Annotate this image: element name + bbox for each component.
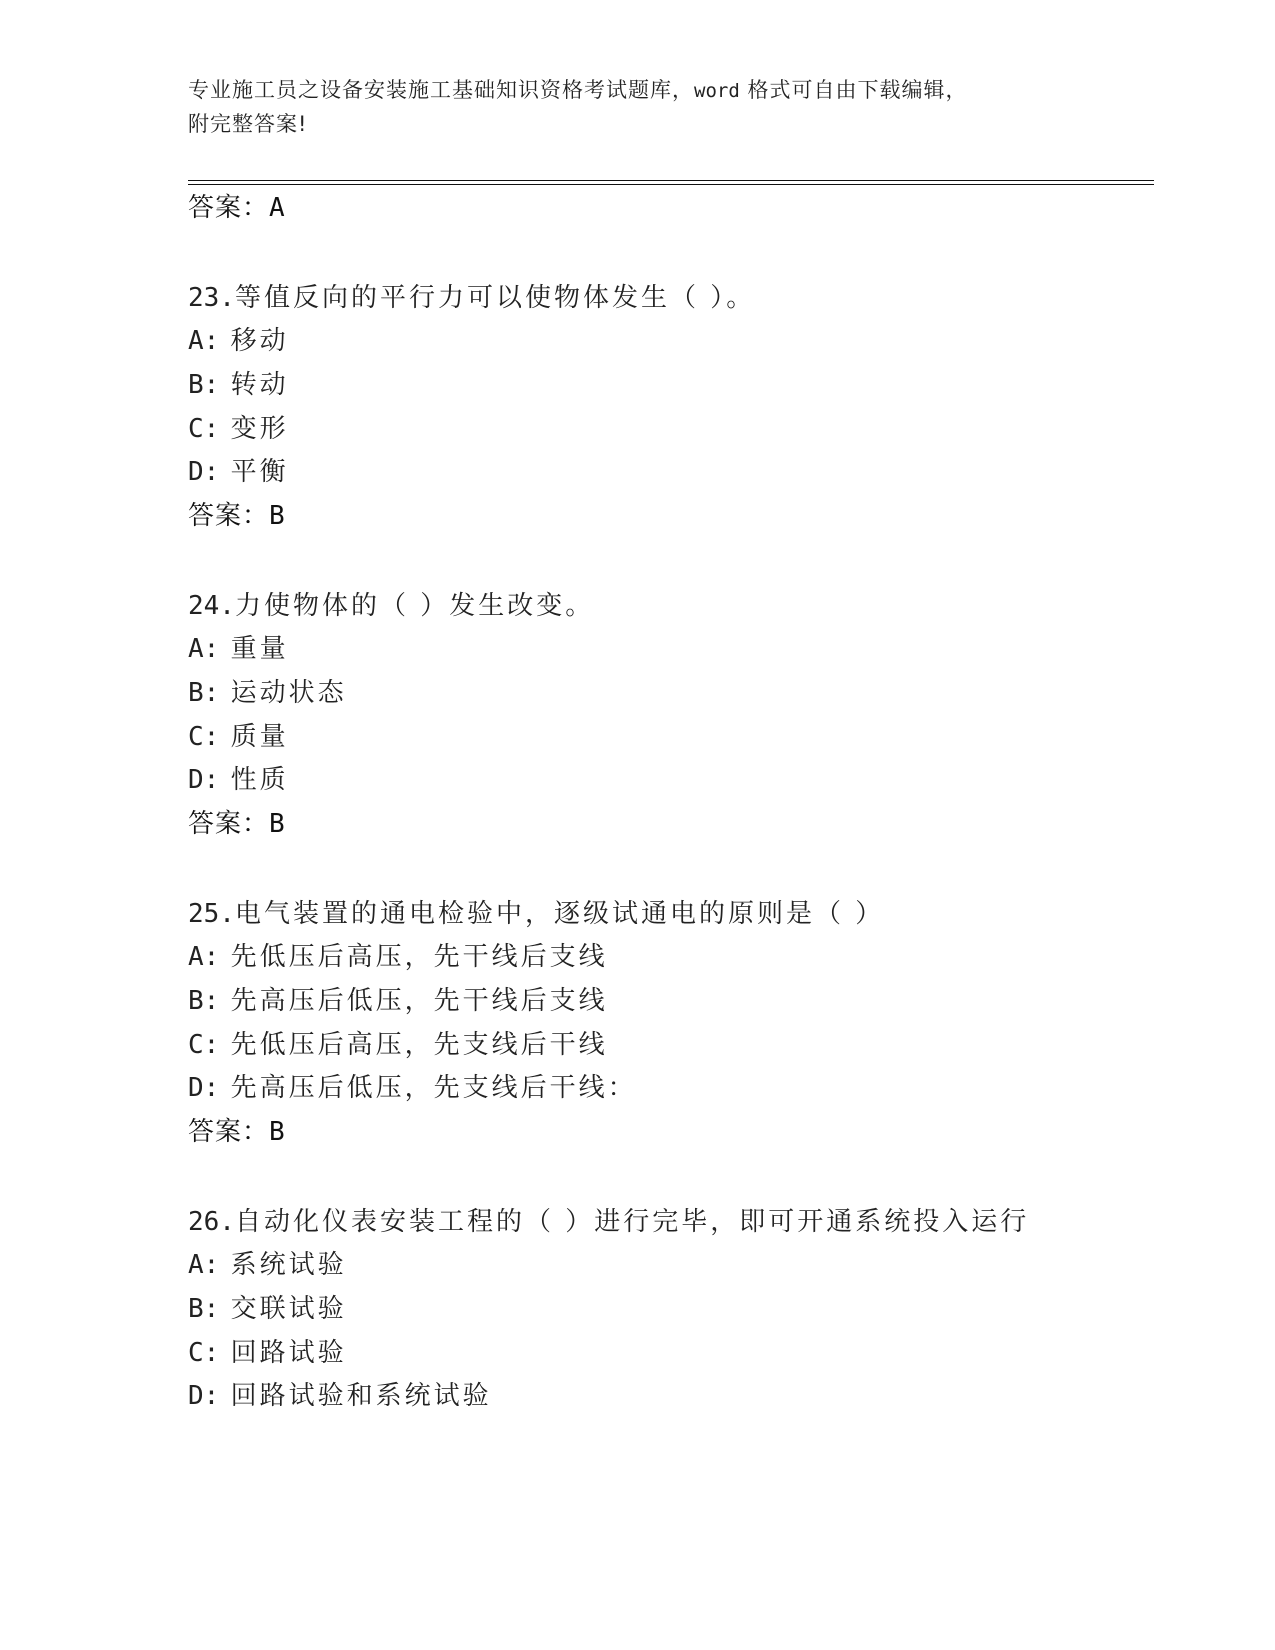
answer-line-22: [188, 191, 286, 225]
option-label: B:: [188, 678, 220, 708]
question-25-option-b: [188, 984, 608, 1018]
option-label: C:: [188, 1338, 220, 1368]
option-label: A:: [188, 1250, 220, 1280]
option-text: 性质: [230, 765, 289, 795]
question-24-option-a: [188, 632, 289, 666]
option-text: 交联试验: [230, 1294, 347, 1324]
question-stem: 自动化仪表安装工程的（ ）进行完毕，即可开通系统投入运行: [234, 1207, 1030, 1237]
question-stem: 专业施工员之设备安装施工基础知识资格考试题库，: [188, 78, 694, 102]
question-stem: 电气装置的通电检验中，逐级试通电的原则是（ ）: [234, 899, 885, 929]
question-26-option-d: [188, 1379, 492, 1413]
question-stem: 力使物体的（ ）发生改变。: [234, 591, 595, 621]
header-line-1: [188, 74, 1068, 108]
question-26-option-c: [188, 1336, 347, 1370]
question-23-option-b: [188, 368, 289, 402]
question-23-option-c: [188, 412, 289, 446]
question-23-option-a: [188, 324, 289, 358]
question-number: 24.: [188, 591, 235, 621]
question-24-option-b: [188, 676, 347, 710]
answer-text: B: [269, 1117, 286, 1147]
option-text: 先高压后低压，先支线后干线：: [230, 1073, 637, 1103]
question-26-stem: [188, 1205, 1029, 1239]
option-text: 回路试验: [230, 1338, 347, 1368]
answer-text: 答案：: [188, 193, 270, 223]
option-text: 转动: [230, 370, 289, 400]
document-header: [188, 74, 1068, 141]
option-label: B:: [188, 370, 220, 400]
question-number: 23.: [188, 283, 235, 313]
question-23-stem: [188, 281, 755, 315]
question-stem: word: [694, 80, 740, 102]
header-rule-thick: [188, 180, 1154, 181]
answer-text: 答案：: [188, 1117, 270, 1147]
option-text: 重量: [230, 634, 289, 664]
question-25-option-a: [188, 940, 608, 974]
question-26-option-b: [188, 1292, 347, 1326]
option-text: 回路试验和系统试验: [230, 1381, 492, 1411]
option-label: A:: [188, 326, 220, 356]
option-text: 变形: [230, 414, 289, 444]
option-label: B:: [188, 1294, 220, 1324]
question-24-option-c: [188, 720, 289, 754]
answer-line-23: [188, 499, 286, 533]
option-text: 先低压后高压，先支线后干线: [230, 1030, 608, 1060]
option-text: 移动: [230, 326, 289, 356]
option-text: 质量: [230, 722, 289, 752]
option-text: 运动状态: [230, 678, 347, 708]
option-label: D:: [188, 1073, 220, 1103]
question-25-option-c: [188, 1028, 608, 1062]
question-number: 25.: [188, 899, 235, 929]
question-stem: 等值反向的平行力可以使物体发生（ ）。: [234, 283, 756, 313]
answer-text: B: [269, 501, 286, 531]
question-number: 26.: [188, 1207, 235, 1237]
option-label: B:: [188, 986, 220, 1016]
question-stem: 格式可自由下载编辑，: [747, 78, 968, 102]
answer-text: 答案：: [188, 809, 270, 839]
question-24-stem: [188, 589, 594, 623]
header-rule-thin: [188, 184, 1154, 185]
option-label: A:: [188, 942, 220, 972]
question-26-option-a: [188, 1248, 347, 1282]
option-text: 先低压后高压，先干线后支线: [230, 942, 608, 972]
answer-line-24: [188, 807, 286, 841]
option-label: D:: [188, 1381, 220, 1411]
answer-line-25: [188, 1115, 286, 1149]
question-24-option-d: [188, 763, 289, 797]
option-text: 平衡: [230, 457, 289, 487]
option-label: D:: [188, 457, 220, 487]
header-line-2: 附完整答案!: [188, 112, 308, 136]
option-label: C:: [188, 414, 220, 444]
question-23-option-d: [188, 455, 289, 489]
question-25-option-d: [188, 1071, 637, 1105]
answer-text: 答案：: [188, 501, 270, 531]
option-label: C:: [188, 1030, 220, 1060]
answer-text: B: [269, 809, 286, 839]
option-text: 系统试验: [230, 1250, 347, 1280]
option-label: C:: [188, 722, 220, 752]
option-label: A:: [188, 634, 220, 664]
option-text: 先高压后低压，先干线后支线: [230, 986, 608, 1016]
answer-text: A: [269, 193, 286, 223]
option-label: D:: [188, 765, 220, 795]
question-25-stem: [188, 897, 884, 931]
